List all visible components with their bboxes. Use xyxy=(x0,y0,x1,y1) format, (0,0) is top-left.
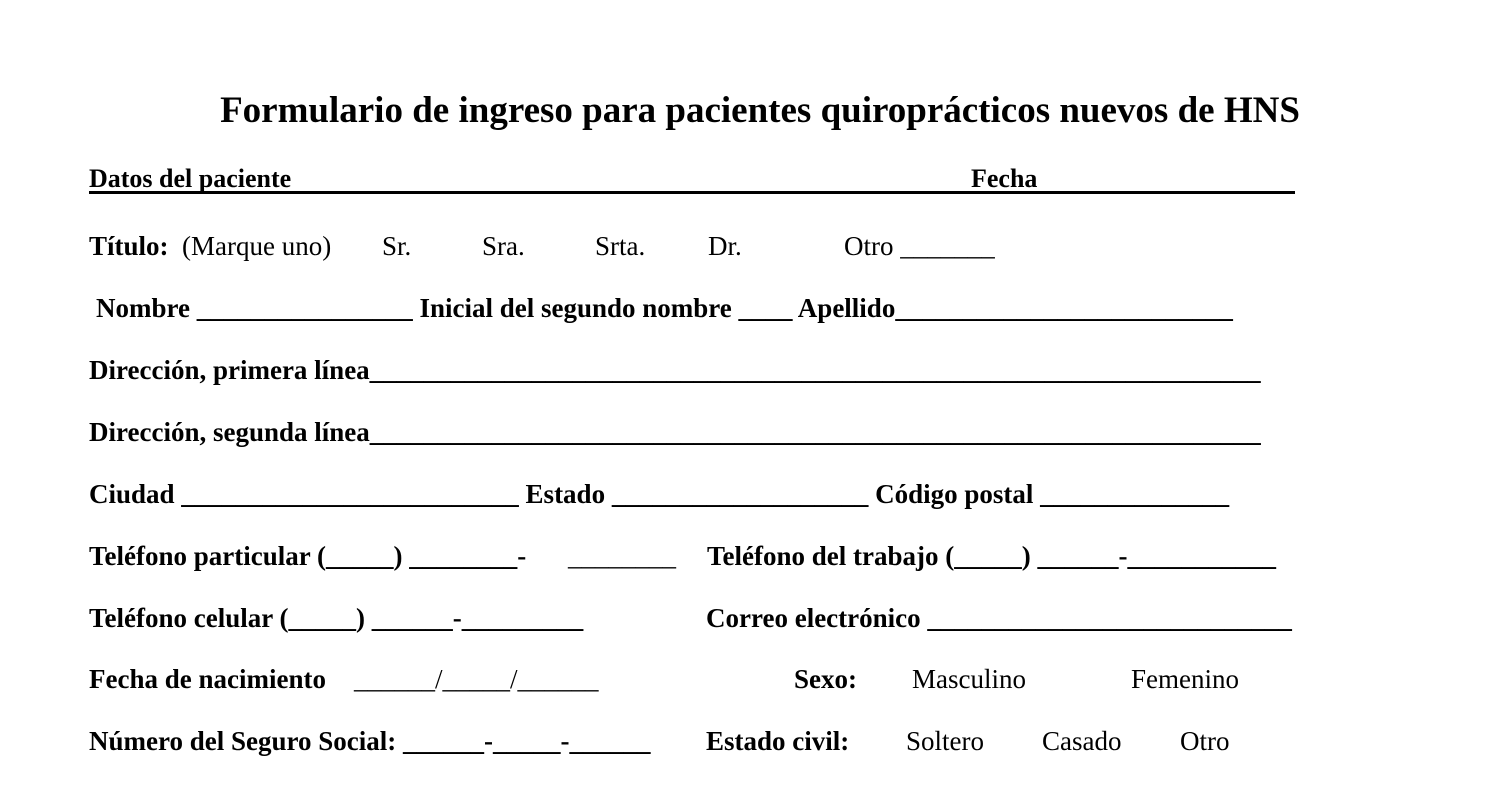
marital-status-label: Estado civil: xyxy=(706,726,850,756)
address-line2-field[interactable] xyxy=(394,418,1334,442)
birth-date-field[interactable] xyxy=(354,665,626,689)
last-name-field[interactable] xyxy=(968,294,1334,318)
email-field[interactable] xyxy=(946,604,1328,628)
home-phone-tail: ________ xyxy=(568,541,676,571)
cell-phone-field[interactable] xyxy=(300,604,630,628)
section-underline xyxy=(89,191,1295,194)
birth-date-blanks: ______/_____/______ xyxy=(354,664,599,694)
city-row: Ciudad _________________________ Estado ___________________ Código postal ______________ xyxy=(89,479,1230,509)
home-phone-field[interactable] xyxy=(342,542,679,566)
sex-label: Sexo: xyxy=(794,664,857,694)
address-line1-row: Dirección, primera línea__________________________________________________________________ xyxy=(89,355,1261,385)
sex-option-female[interactable]: Femenino xyxy=(1131,664,1239,694)
sex-option-male[interactable]: Masculino xyxy=(912,664,1026,694)
title-option-sra[interactable]: Sra. xyxy=(482,231,525,261)
first-name-field[interactable] xyxy=(205,294,438,318)
title-label: Título: xyxy=(89,231,169,261)
title-hint: (Marque uno) xyxy=(182,231,332,261)
ssn-field[interactable] xyxy=(431,727,701,751)
form-title: Formulario de ingreso para pacientes quiroprácticos nuevos de HNS xyxy=(220,90,1300,131)
state-field[interactable] xyxy=(657,480,936,504)
marital-option-other[interactable]: Otro xyxy=(1180,726,1230,756)
marital-option-married[interactable]: Casado xyxy=(1042,726,1122,756)
work-phone-field[interactable] xyxy=(970,542,1328,566)
title-option-srta[interactable]: Srta. xyxy=(595,231,646,261)
birth-date-label: Fecha de nacimiento xyxy=(89,664,326,694)
title-option-dr[interactable]: Dr. xyxy=(708,231,742,261)
date-field[interactable] xyxy=(1048,165,1293,189)
work-phone-row: Teléfono del trabajo (_____) ______-___________ xyxy=(707,541,1276,571)
date-label: Fecha xyxy=(971,164,1038,193)
cell-phone-row: Teléfono celular (_____) ______-_________ xyxy=(89,603,584,633)
address-line2-row: Dirección, segunda línea__________________________________________________________________ xyxy=(89,417,1261,447)
title-option-otro[interactable]: Otro _______ xyxy=(844,231,995,261)
city-field[interactable] xyxy=(189,480,555,504)
postal-code-field[interactable] xyxy=(1124,480,1328,504)
ssn-row: Número del Seguro Social: ______-_____-______ xyxy=(89,726,651,756)
email-row: Correo electrónico ___________________________ xyxy=(706,603,1292,633)
middle-initial-field[interactable] xyxy=(794,294,852,318)
title-option-sr[interactable]: Sr. xyxy=(382,231,412,261)
name-row: Nombre ________________ Inicial del segundo nombre ____ Apellido_________________________ xyxy=(96,293,1233,323)
home-phone-label: Teléfono particular (_____) ________- xyxy=(89,541,527,571)
address-line1-field[interactable] xyxy=(394,356,1334,380)
marital-option-single[interactable]: Soltero xyxy=(906,726,984,756)
section-label: Datos del paciente xyxy=(89,164,292,193)
